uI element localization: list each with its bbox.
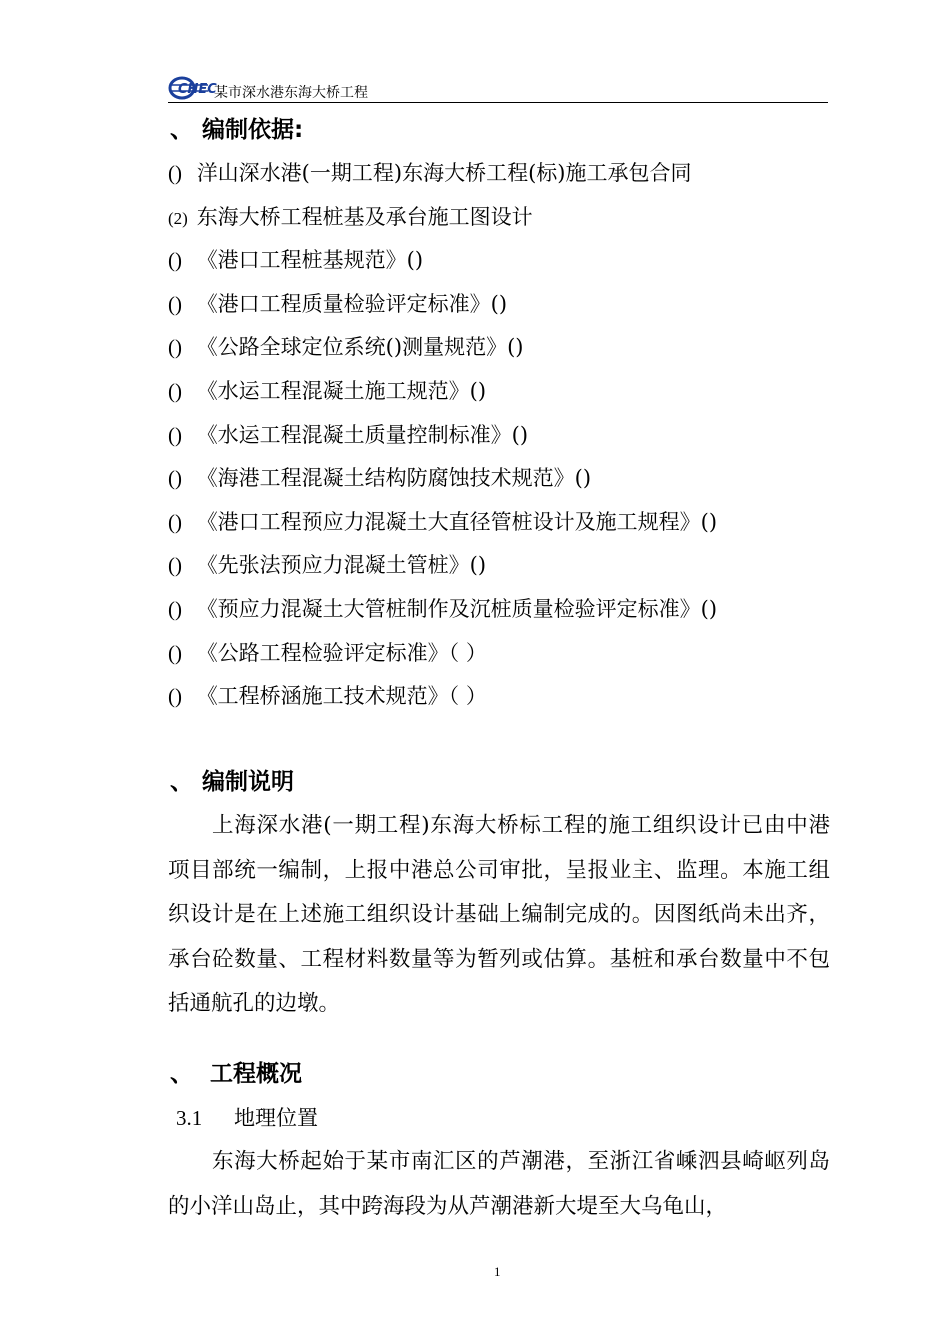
- reference-item: [168, 290, 507, 318]
- reference-item: [168, 639, 487, 667]
- reference-number: (): [168, 466, 182, 490]
- reference-item: [168, 551, 486, 579]
- reference-number: (): [168, 379, 182, 403]
- section-heading-overview: [170, 1060, 302, 1088]
- reference-text: 《工程桥涵施工技术规范》（ ）: [196, 684, 487, 708]
- reference-item: [168, 464, 591, 492]
- section-title: 工程概况: [210, 1061, 302, 1087]
- section-marker: 、: [170, 769, 193, 795]
- reference-item: [168, 595, 717, 623]
- reference-text: 《水运工程混凝土质量控制标准》(): [196, 423, 529, 447]
- reference-item: [168, 246, 423, 274]
- reference-item: [168, 508, 717, 536]
- reference-item: [168, 159, 691, 187]
- section-marker: 、: [170, 1061, 193, 1087]
- reference-number: (): [168, 641, 182, 665]
- reference-number: (): [168, 510, 182, 534]
- reference-text: 《港口工程预应力混凝土大直径管桩设计及施工规程》(): [196, 510, 718, 534]
- reference-item: [168, 333, 523, 361]
- section-title: 编制说明: [202, 769, 294, 795]
- reference-number: (): [168, 292, 182, 316]
- section-marker: 、: [170, 117, 193, 143]
- reference-text: 《预应力混凝土大管桩制作及沉桩质量检验评定标准》(): [196, 597, 718, 621]
- svg-text:CHEC: CHEC: [178, 82, 217, 97]
- reference-text: 《公路全球定位系统()测量规范》(): [196, 335, 524, 359]
- reference-item: [168, 682, 487, 710]
- description-paragraph: 上海深水港(一期工程)东海大桥标工程的施工组织设计已由中港项目部统一编制，上报中港总公司审批，呈报业主、监理。本施工组织设计是在上述施工组织设计基础上编制完成的。因图纸尚未出齐，承台砼数量、工程材料数量等为暂列或估算。基桩和承台数量中不包括通航孔的边墩。: [168, 813, 830, 1016]
- chec-logo: [168, 76, 217, 100]
- reference-text: 《港口工程桩基规范》(): [196, 248, 424, 272]
- page-header: [168, 74, 828, 104]
- reference-text: 《港口工程质量检验评定标准》(): [196, 292, 508, 316]
- section-title: 编制依据:: [202, 117, 304, 143]
- section-heading-basis: [170, 116, 303, 144]
- reference-text: 《公路工程检验评定标准》（ ）: [196, 641, 487, 665]
- reference-number: (): [168, 335, 182, 359]
- header-divider: [168, 102, 828, 103]
- reference-number: (2): [168, 209, 188, 228]
- reference-number: (): [168, 161, 182, 185]
- reference-text: 《水运工程混凝土施工规范》(): [196, 379, 487, 403]
- reference-number: (): [168, 553, 182, 577]
- section-heading-notes: [170, 768, 294, 796]
- reference-text: 《先张法预应力混凝土管桩》(): [196, 553, 487, 577]
- reference-text: 东海大桥工程桩基及承台施工图设计: [196, 205, 533, 229]
- reference-number: (): [168, 684, 182, 708]
- subsection-title: 地理位置: [234, 1106, 318, 1130]
- header-title: 某市深水港东海大桥工程: [214, 86, 368, 101]
- subsection-heading: [176, 1104, 318, 1132]
- subsection-number: 3.1: [176, 1106, 203, 1130]
- reference-item: [168, 421, 528, 449]
- page-number: 1: [494, 1264, 501, 1279]
- reference-number: (): [168, 597, 182, 621]
- reference-text: 洋山深水港(一期工程)东海大桥工程(标)施工承包合同: [196, 161, 692, 185]
- overview-paragraph: 东海大桥起始于某市南汇区的芦潮港，至浙江省嵊泗县崎岖列岛的小洋山岛止，其中跨海段为从芦潮港新大堤至大乌龟山，: [168, 1149, 830, 1219]
- reference-number: (): [168, 248, 182, 272]
- reference-number: (): [168, 423, 182, 447]
- reference-text: 《海港工程混凝土结构防腐蚀技术规范》(): [196, 466, 592, 490]
- reference-item: [168, 203, 533, 233]
- reference-item: [168, 377, 486, 405]
